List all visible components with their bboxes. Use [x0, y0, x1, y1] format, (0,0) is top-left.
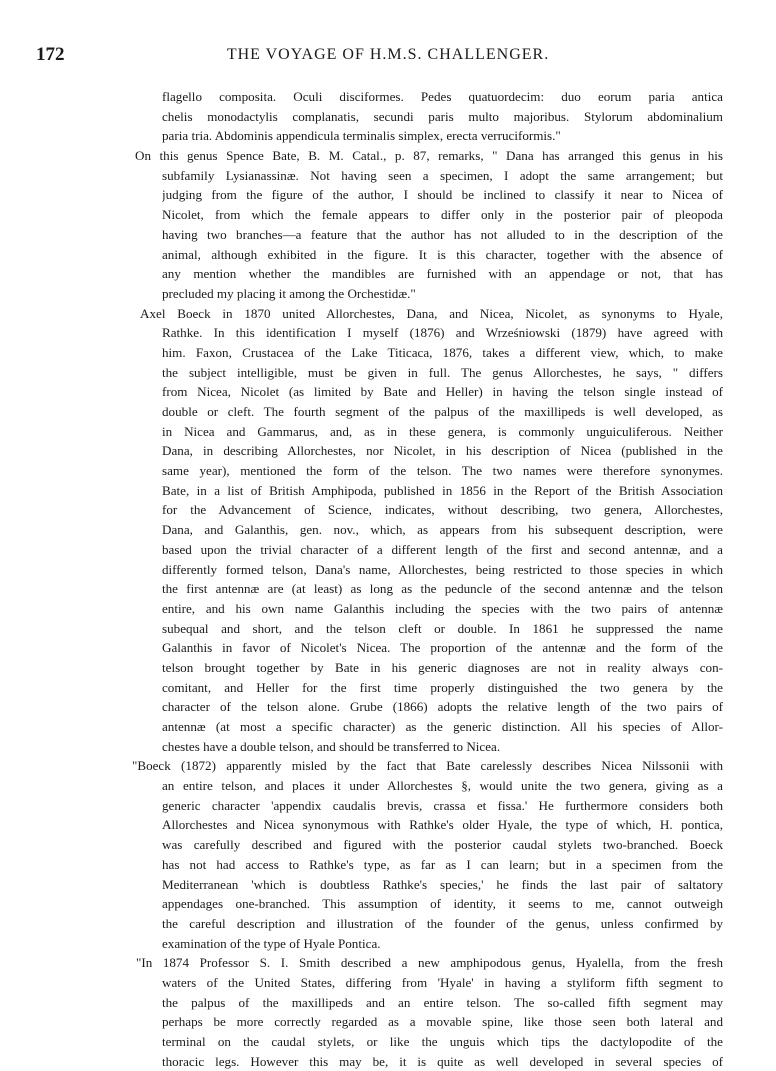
text-line: Axel Boeck in 1870 united Allorchestes, Dana, and Nicea, Nicolet, as synonyms to Hyale,	[140, 305, 723, 321]
text-line: character of the telson alone. Grube (1866) adopts the relative length of the two pairs of	[162, 699, 723, 715]
text-line: Galanthis in favor of Nicolet's Nicea. The proportion of the antennæ and the form of the	[162, 640, 723, 656]
text-line: examination of the type of Hyale Pontica.	[162, 935, 381, 951]
text-line: Allorchestes and Nicea synonymous with Rathke's older Hyale, the type of which, H. pontica,	[162, 817, 723, 833]
text-line: precluded my placing it among the Orchestidæ."	[162, 285, 416, 301]
text-line: generic character 'appendix caudalis brevis, crassa et fissa.' He furthermore considers both	[162, 797, 723, 813]
text-line: Bate, in a list of British Amphipoda, published in 1856 in the Report of the British Association	[162, 482, 723, 498]
page-number: 172	[36, 44, 65, 65]
text-line: waters of the United States, differing from 'Hyale' in having a styliform fifth segment to	[162, 974, 723, 990]
text-line: appendages one-branched. This assumption of identity, it seems to me, cannot outweigh	[162, 896, 723, 912]
text-line: thoracic legs. However this may be, it is quite as well developed in several species of	[162, 1053, 723, 1069]
text-line: Mediterranean 'which is doubtless Rathke's species,' he finds the last pair of saltatory	[162, 876, 723, 892]
text-line: having two branches—a feature that the author has not alluded to in the description of the	[162, 226, 723, 242]
text-line: the first antennæ are (at least) as long as the peduncle of the second antennæ and the telson	[162, 581, 723, 597]
text-line: Nicolet, from which the female appears to differ only in the posterior pair of pleopoda	[162, 207, 723, 223]
text-line: same year), mentioned the form of the telson. The two names were therefore synonymes.	[162, 463, 723, 479]
text-line: any mention whether the mandibles are furnished with an appendage or not, that has	[162, 266, 723, 282]
text-line: entire, and his own name Galanthis including the species with the two pairs of antennæ	[162, 600, 723, 616]
text-line: has not had access to Rathke's type, as far as I can learn; but in a specimen from the	[162, 856, 723, 872]
text-line: Dana, and Galanthis, gen. nov., which, as appears from his subsequent description, were	[162, 522, 723, 538]
text-line: was carefully described and figured with the posterior caudal stylets two-branched. Boeck	[162, 837, 723, 853]
text-line: subfamily Lysianassinæ. Not having seen a specimen, I adopt the same arrangement; but	[162, 167, 723, 183]
text-line: "In 1874 Professor S. I. Smith described a new amphipodous genus, Hyalella, from the fresh	[136, 955, 723, 971]
text-line: "Boeck (1872) apparently misled by the fact that Bate carelessly describes Nicea Nilssonii with	[132, 758, 723, 774]
text-line: double or cleft. The fourth segment of the palpus of the maxillipeds is well developed, as	[162, 404, 723, 419]
text-line: from Nicea, Nicolet (as limited by Bate and Heller) in having the telson single instead of	[162, 384, 723, 400]
text-line: paria tria. Abdominis appendicula terminalis simplex, erecta verruciformis."	[162, 128, 561, 144]
text-line: On this genus Spence Bate, B. M. Catal., p. 87, remarks, " Dana has arranged this genus in his	[135, 148, 723, 164]
text-line: him. Faxon, Crustacea of the Lake Titicaca, 1876, takes a different view, which, to make	[162, 344, 723, 360]
text-line: in Nicea and Gammarus, and, as in these genera, is commonly unguiculiferous. Neither	[162, 423, 723, 439]
text-line: the subject intelligible, must be given in full. The genus Allorchestes, he says, " differs	[162, 364, 723, 380]
text-line: telson brought together by Bate in his generic diagnoses are not in reality always con-	[162, 659, 723, 675]
text-line: animal, although exhibited in the figure. It is this character, together with the absence of	[162, 246, 723, 262]
text-line: for the Advancement of Science, indicates, without describing, two genera, Allorchestes,	[162, 502, 723, 518]
text-line: terminal on the caudal stylets, or like the unguis which tips the dactylopodite of the	[162, 1034, 723, 1049]
text-line: the careful description and illustration of the founder of the genus, unless confirmed by	[162, 915, 723, 931]
text-line: chestes have a double telson, and should be transferred to Nicea.	[162, 738, 501, 754]
text-line: based upon the trivial character of a different length of the first and second antennæ, and a	[162, 541, 723, 557]
text-line: subequal and short, and the telson cleft or double. In 1861 he suppressed the name	[162, 620, 723, 636]
text-line: flagello composita. Oculi disciformes. Pedes quatuordecim: duo eorum paria antica	[162, 89, 723, 104]
text-line: Dana, in describing Allorchestes, nor Nicolet, in his description of Nicea (published in the	[162, 443, 723, 459]
running-title: THE VOYAGE OF H.M.S. CHALLENGER.	[226, 46, 550, 63]
text-line: antennæ (at most a specific character) as the generic distinction. All his species of Allor-	[162, 719, 723, 734]
body-text	[132, 87, 723, 1071]
text-line: the palpus of the maxillipeds and an entire telson. The so-called fifth segment may	[162, 994, 723, 1010]
text-line: chelis monodactylis complanatis, secundi paris multo majoribus. Stylorum abdominalium	[162, 108, 723, 124]
page-header	[36, 44, 740, 68]
text-line: perhaps be more correctly regarded as a movable spine, like those seen both lateral and	[162, 1014, 723, 1030]
text-line: comitant, and Heller for the first time properly distinguished the two genera by the	[162, 679, 723, 695]
text-line: Rathke. In this identification I myself (1876) and Wrześniowski (1879) have agreed with	[162, 325, 723, 341]
text-line: judging from the figure of the author, I should be inclined to classify it near to Nicea of	[162, 187, 723, 203]
text-line: differently formed telson, Dana's name, Allorchestes, being restricted to those species in which	[162, 561, 723, 577]
text-line: an entire telson, and places it under Allorchestes §, would unite the two genera, giving as a	[162, 778, 723, 794]
